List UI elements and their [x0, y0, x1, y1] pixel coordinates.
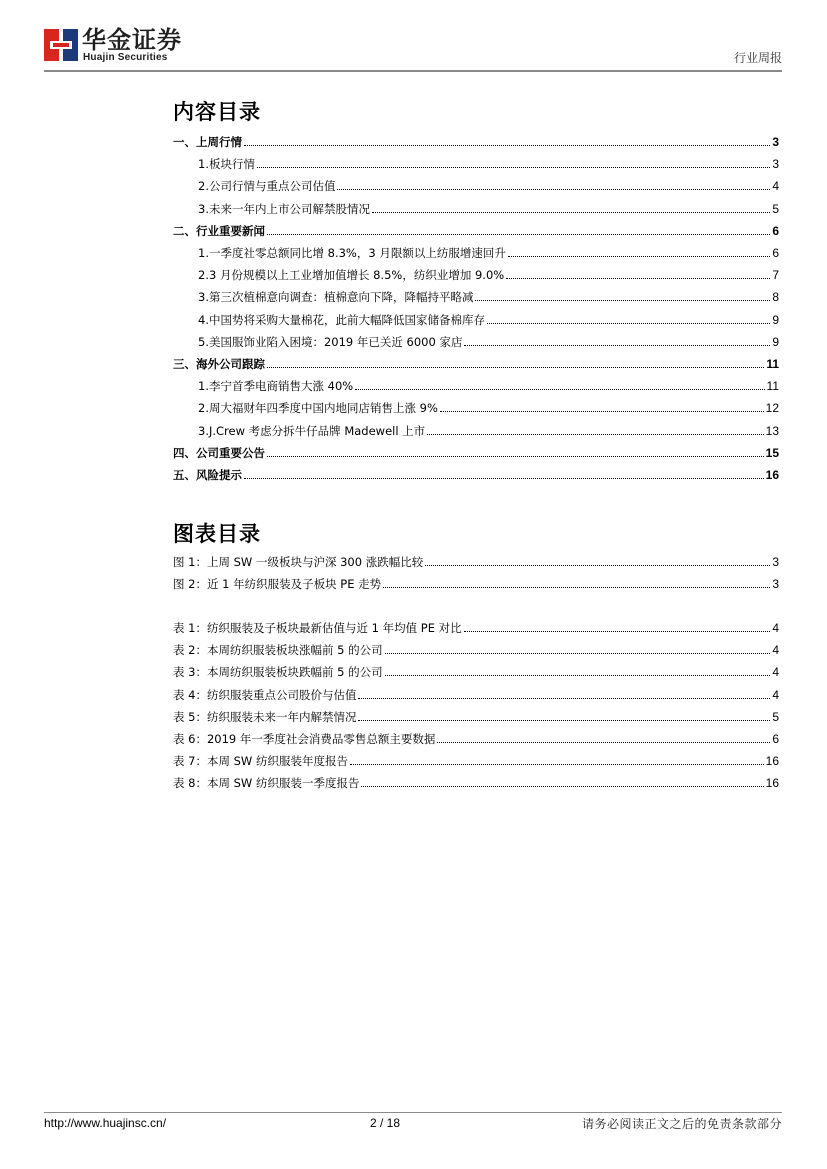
table-entry-label: 表 7：本周 SW 纺织服装年度报告: [173, 754, 348, 769]
table-entry-page: 6: [772, 732, 779, 746]
toc-entry-label: 三、海外公司跟踪: [173, 357, 265, 371]
toc-entry-page: 13: [765, 423, 779, 438]
dot-leader: [257, 167, 770, 168]
page-header: [44, 27, 782, 67]
toc-entry[interactable]: [198, 177, 779, 193]
table-entry-page: 5: [772, 709, 779, 724]
header-divider: [44, 70, 782, 72]
toc-entry-page: 3: [772, 157, 779, 172]
dot-leader: [427, 434, 763, 435]
dot-leader: [267, 456, 764, 457]
footer-divider: [44, 1112, 782, 1113]
toc-entry-page: 4: [772, 179, 779, 194]
toc-entry-label: 3.J.Crew 考虑分拆牛仔品牌 Madewell 上市: [198, 423, 426, 438]
toc-entry-page: 15: [765, 445, 779, 460]
toc-entry-label: 五、风险提示: [173, 468, 242, 482]
table-entry-label: 表 2：本周纺织服装板块涨幅前 5 的公司: [173, 643, 383, 658]
toc-entry-page: 9: [772, 334, 779, 349]
toc-entry-label: 2.公司行情与重点公司估值: [198, 179, 336, 194]
toc-entry[interactable]: [198, 422, 779, 438]
toc-entry-label: 1.一季度社零总额同比增 8.3%，3 月限额以上纺服增速回升: [198, 246, 506, 260]
table-entry-label: 表 1：纺织服装及子板块最新估值与近 1 年均值 PE 对比: [173, 621, 462, 635]
dot-leader: [464, 345, 770, 346]
toc-entry-label: 3.未来一年内上市公司解禁股情况: [198, 201, 370, 216]
toc-entry-label: 3.第三次植棉意向调查：植棉意向下降，降幅持平略减: [198, 290, 474, 305]
dot-leader: [361, 786, 763, 787]
dot-leader: [350, 764, 764, 765]
toc-entry[interactable]: [198, 200, 779, 216]
table-entry[interactable]: [173, 752, 779, 768]
dot-leader: [506, 278, 770, 279]
table-entry[interactable]: [173, 708, 779, 724]
dot-leader: [244, 478, 764, 479]
table-entry[interactable]: [173, 774, 779, 790]
table-entry-label: 表 4：纺织服装重点公司股价与估值: [173, 687, 357, 702]
toc-entry[interactable]: [198, 333, 779, 349]
dot-leader: [437, 742, 770, 743]
toc-entry-page: 6: [772, 246, 779, 260]
toc-entry-label: 1.李宁首季电商销售大涨 40%: [198, 379, 354, 394]
chart-entry-page: 3: [772, 555, 779, 569]
table-entry-page: 4: [772, 643, 779, 658]
toc-entry[interactable]: [198, 266, 779, 282]
dot-leader: [355, 389, 764, 390]
toc-entry-page: 8: [772, 290, 779, 305]
dot-leader: [440, 411, 764, 412]
brand-name-cn: 华金证券: [82, 26, 182, 54]
huajin-logo-icon: [44, 29, 78, 61]
table-entry-page: 4: [772, 621, 779, 635]
table-entry-page: 16: [765, 776, 779, 791]
dot-leader: [385, 653, 771, 654]
brand-name-en: Huajin Securities: [83, 52, 168, 63]
toc-entry-label: 2.周大福财年四季度中国内地同店销售上涨 9%: [198, 401, 438, 416]
toc-entry-page: 11: [766, 357, 779, 371]
table-entry-page: 16: [765, 754, 779, 769]
dot-leader: [372, 212, 770, 213]
dot-leader: [464, 631, 771, 632]
chart-list: [173, 553, 779, 603]
dot-leader: [487, 323, 770, 324]
table-entry[interactable]: [173, 663, 779, 679]
toc-list: [173, 133, 779, 493]
table-entry[interactable]: [173, 686, 779, 702]
report-type: 行业周报: [733, 51, 782, 65]
toc-entry[interactable]: [173, 222, 779, 238]
table-entry-label: 表 3：本周纺织服装板块跌幅前 5 的公司: [173, 665, 383, 680]
dot-leader: [475, 300, 770, 301]
toc-entry[interactable]: [198, 399, 779, 415]
dot-leader: [267, 234, 770, 235]
toc-entry-page: 3: [772, 135, 779, 149]
disclaimer-note: 请务必阅读正文之后的免责条款部分: [581, 1117, 782, 1131]
toc-entry[interactable]: [198, 377, 779, 393]
table-list: [173, 619, 779, 809]
toc-entry[interactable]: [198, 244, 779, 260]
chart-entry-label: 图 1：上周 SW 一级板块与沪深 300 涨跌幅比较: [173, 555, 424, 569]
dot-leader: [244, 145, 770, 146]
table-entry-label: 表 8：本周 SW 纺织服装一季度报告: [173, 776, 360, 791]
dot-leader: [385, 675, 771, 676]
toc-entry[interactable]: [173, 133, 779, 149]
toc-title: 内容目录: [173, 100, 261, 124]
table-entry[interactable]: [173, 730, 779, 746]
toc-entry-page: 11: [766, 379, 779, 394]
dot-leader: [508, 256, 770, 257]
table-entry[interactable]: [173, 641, 779, 657]
footer-url[interactable]: http://www.huajinsc.cn/: [44, 1116, 167, 1130]
toc-entry-page: 5: [772, 201, 779, 216]
dot-leader: [337, 189, 770, 190]
toc-entry-label: 一、上周行情: [173, 135, 242, 149]
table-entry-page: 4: [772, 687, 779, 702]
table-entry[interactable]: [173, 619, 779, 635]
toc-entry[interactable]: [198, 311, 779, 327]
toc-entry[interactable]: [198, 155, 779, 171]
toc-entry-label: 2.3 月份规模以上工业增加值增长 8.5%，纺织业增加 9.0%: [198, 268, 505, 283]
toc-entry-label: 四、公司重要公告: [173, 445, 265, 460]
toc-entry[interactable]: [173, 355, 779, 371]
dot-leader: [358, 698, 770, 699]
table-entry-label: 表 5：纺织服装未来一年内解禁情况: [173, 709, 357, 724]
dot-leader: [383, 587, 770, 588]
page-number: 2 / 18: [370, 1116, 401, 1130]
dot-leader: [267, 367, 764, 368]
dot-leader: [358, 720, 770, 721]
figures-title: 图表目录: [173, 522, 261, 546]
chart-entry-label: 图 2：近 1 年纺织服装及子板块 PE 走势: [173, 577, 382, 592]
toc-entry-label: 4.中国势将采购大量棉花，此前大幅降低国家储备棉库存: [198, 312, 485, 327]
table-entry-label: 表 6：2019 年一季度社会消费品零售总额主要数据: [173, 732, 436, 746]
toc-entry-label: 1.板块行情: [198, 157, 255, 172]
toc-entry[interactable]: [173, 466, 779, 482]
toc-entry[interactable]: [198, 288, 779, 304]
toc-entry-label: 5.美国服饰业陷入困境：2019 年已关近 6000 家店: [198, 334, 463, 349]
chart-entry[interactable]: [173, 553, 779, 569]
toc-entry[interactable]: [173, 444, 779, 460]
toc-entry-page: 9: [772, 312, 779, 327]
toc-entry-label: 二、行业重要新闻: [173, 223, 265, 238]
toc-entry-page: 7: [772, 268, 779, 283]
toc-entry-page: 6: [772, 223, 779, 238]
chart-entry-page: 3: [772, 577, 779, 592]
toc-entry-page: 16: [765, 468, 779, 482]
table-entry-page: 4: [772, 665, 779, 680]
dot-leader: [425, 565, 770, 566]
toc-entry-page: 12: [765, 401, 779, 416]
chart-entry[interactable]: [173, 575, 779, 591]
